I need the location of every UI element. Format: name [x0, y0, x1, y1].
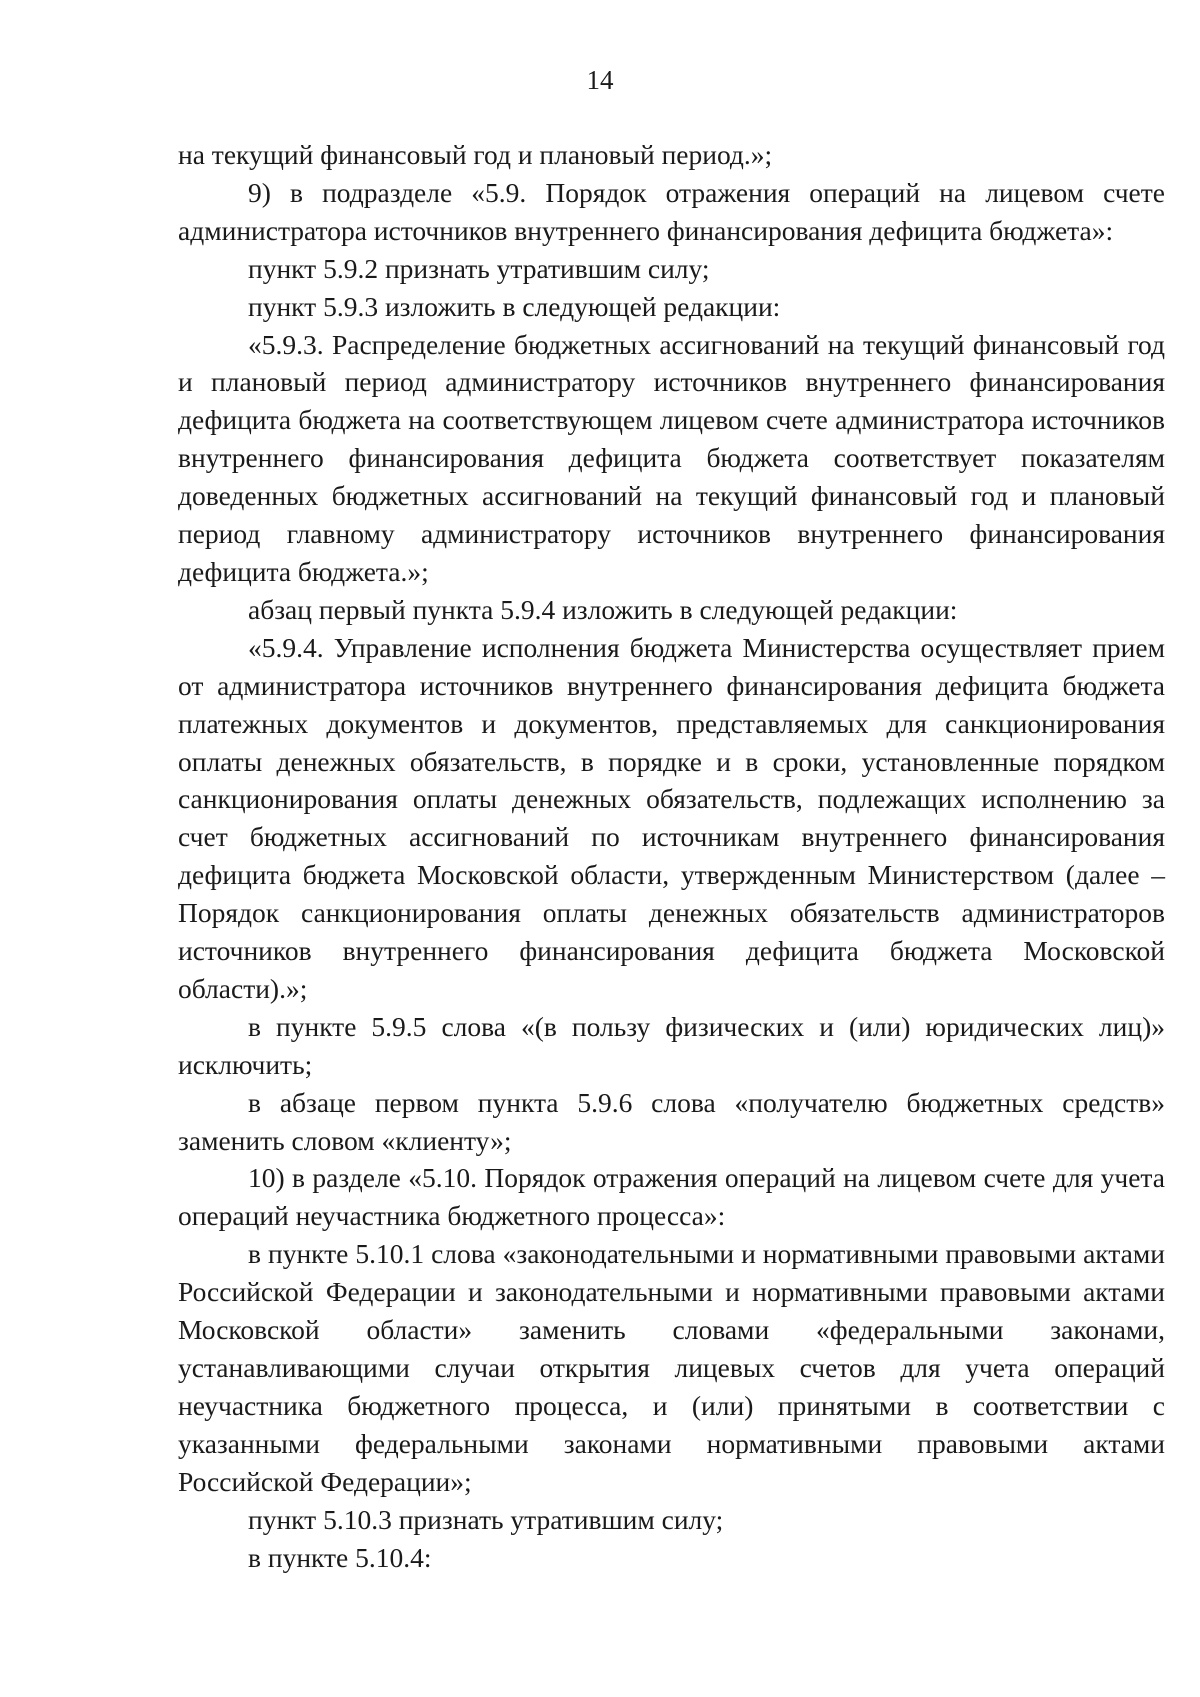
paragraph: в пункте 5.10.4: — [248, 1541, 432, 1573]
paragraph: абзац первый пункта 5.9.4 изложить в следующей редакции: — [248, 593, 958, 625]
paragraph: «5.9.3. Распределение бюджетных ассигнований на текущий финансовый год и плановый период администратору источников внутреннего финансирования дефицита бюджета на соответствующем лицевом счете администратора источников внутреннего финансирования дефицита бюджета соответствует показателям доведенных бюджетных ассигнований на текущий финансовый год и плановый период главному администратору источников внутреннего финансирования дефицита бюджета.»; — [178, 328, 1165, 587]
paragraph: в абзаце первом пункта 5.9.6 слова «получателю бюджетных средств» заменить словом «клиенту»; — [178, 1086, 1165, 1156]
paragraph: «5.9.4. Управление исполнения бюджета Министерства осуществляет прием от администратора источников внутреннего финансирования дефицита бюджета платежных документов и документов, представляемых для санкционирования оплаты денежных обязательств, в порядке и в сроки, установленные порядком санкционирования оплаты денежных обязательств, подлежащих исполнению за счет бюджетных ассигнований по источникам внутреннего финансирования дефицита бюджета Московской области, утвержденным Министерством (далее – Порядок санкционирования оплаты денежных обязательств администраторов источников внутреннего финансирования дефицита бюджета Московской области).»; — [178, 631, 1165, 1004]
page-number: 14 — [586, 65, 614, 95]
paragraph: пункт 5.9.2 признать утратившим силу; — [248, 252, 710, 284]
paragraph: 10) в разделе «5.10. Порядок отражения операций на лицевом счете для учета операций неучастника бюджетного процесса»: — [178, 1162, 1165, 1232]
document-body — [178, 136, 1165, 1576]
paragraph: в пункте 5.9.5 слова «(в пользу физических и (или) юридических лиц)» исключить; — [178, 1010, 1165, 1080]
paragraph: на текущий финансовый год и плановый период.»; — [178, 139, 773, 170]
paragraph: пункт 5.9.3 изложить в следующей редакции: — [248, 290, 781, 322]
paragraph: 9) в подразделе «5.9. Порядок отражения операций на лицевом счете администратора источников внутреннего финансирования дефицита бюджета»: — [178, 176, 1165, 246]
paragraph: в пункте 5.10.1 слова «законодательными и нормативными правовыми актами Российской Федерации и законодательными и нормативными правовыми актами Московской области» заменить словами «федеральными законами, устанавливающими случаи открытия лицевых счетов для учета операций неучастника бюджетного процесса, и (или) принятыми в соответствии с указанными федеральными законами нормативными правовыми актами Российской Федерации»; — [178, 1238, 1165, 1497]
paragraph: пункт 5.10.3 признать утратившим силу; — [248, 1503, 724, 1535]
